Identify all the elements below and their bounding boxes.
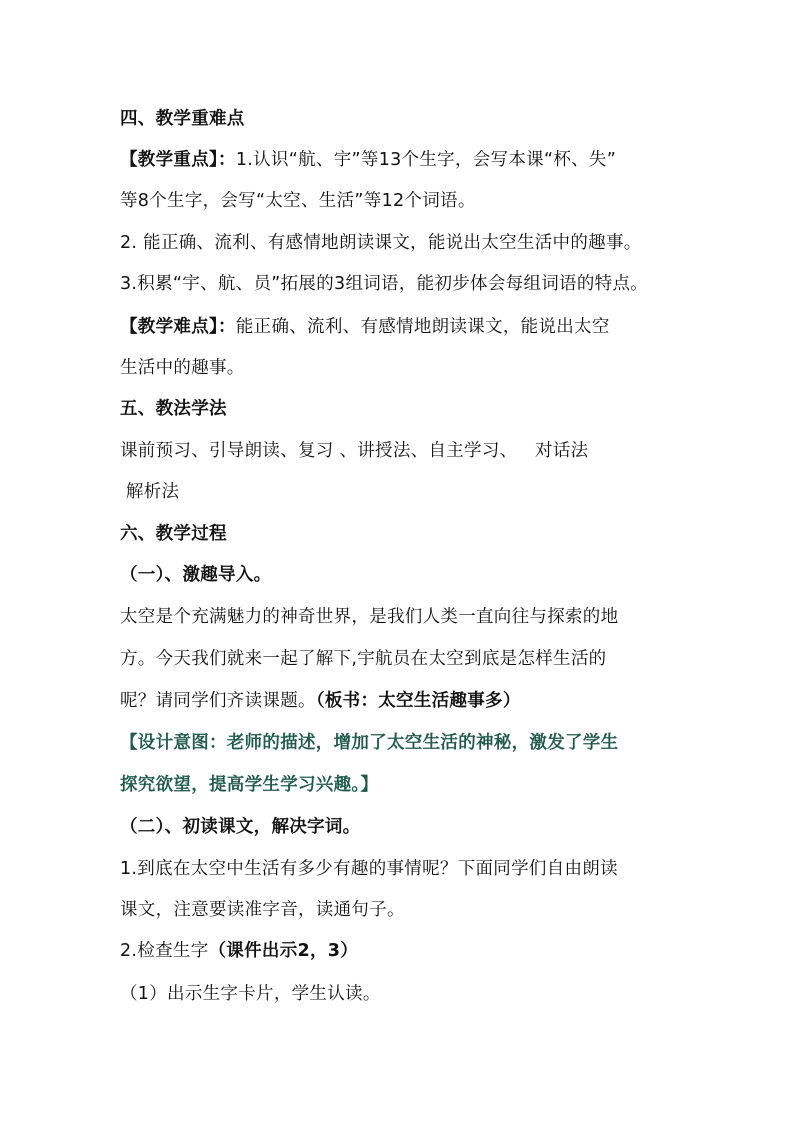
design-intent-line-2: 探究欲望，提高学生学习兴趣。】 <box>120 775 379 795</box>
intro-line-1: 太空是个充满魅力的神奇世界，是我们人类一直向往与探索的地 <box>120 607 619 627</box>
methods-line-2: 解析法 <box>120 482 180 502</box>
intro-line-2: 方。今天我们就来一起了解下,宇航员在太空到底是怎样生活的 <box>120 649 607 669</box>
difficult-points-line-1 <box>120 315 680 339</box>
part-2-heading: （二）、初读课文，解决字词。 <box>120 817 361 837</box>
key-points-item-3: 3.积累“宇、航、员”拓展的3组词语，能初步体会每组词语的特点。 <box>120 274 649 294</box>
reading-line-1: 1.到底在太空中生活有多少有趣的事情呢？下面同学们自由朗读 <box>120 859 618 879</box>
difficult-points-label: 【教学难点】： <box>120 317 236 337</box>
reading-line-2: 课文，注意要读准字音，读通句子。 <box>120 900 405 920</box>
difficult-points-line-2: 生活中的趣事。 <box>120 358 245 378</box>
section-heading-process: 六、教学过程 <box>120 524 227 544</box>
part-1-heading: （一）、激趣导入。 <box>120 565 272 585</box>
key-points-label: 【教学重点】： <box>120 150 236 170</box>
methods-line-1: 课前预习、引导朗读、复习 、讲授法、自主学习、 对话法 <box>120 441 589 461</box>
courseware-note: （课件出示2，3） <box>208 941 359 961</box>
section-heading-key-points: 四、教学重难点 <box>120 109 245 129</box>
check-characters-text: 2.检查生字 <box>120 941 209 961</box>
key-points-line-1 <box>120 148 680 172</box>
character-card-line: （1）出示生字卡片，学生认读。 <box>120 984 381 1004</box>
intro-line-3-text: 呢？请同学们齐读课题。 <box>120 691 316 711</box>
design-intent-line-1: 【设计意图：老师的描述，增加了太空生活的神秘，激发了学生 <box>120 733 619 753</box>
board-note: （板书：太空生活趣事多） <box>315 691 521 711</box>
difficult-points-text: 能正确、流利、有感情地朗读课文，能说出太空 <box>235 317 610 337</box>
section-heading-methods: 五、教法学法 <box>120 399 227 419</box>
key-points-item-1: 1.认识“航、宇”等13个生字，会写本课“杯、失” <box>235 150 617 170</box>
key-points-item-2: 2. 能正确、流利、有感情地朗读课文，能说出太空生活中的趣事。 <box>120 233 642 253</box>
key-points-line-2: 等8个生字，会写“太空、生活”等12个词语。 <box>120 191 476 211</box>
intro-line-3 <box>120 689 680 713</box>
check-characters-line <box>120 939 680 963</box>
